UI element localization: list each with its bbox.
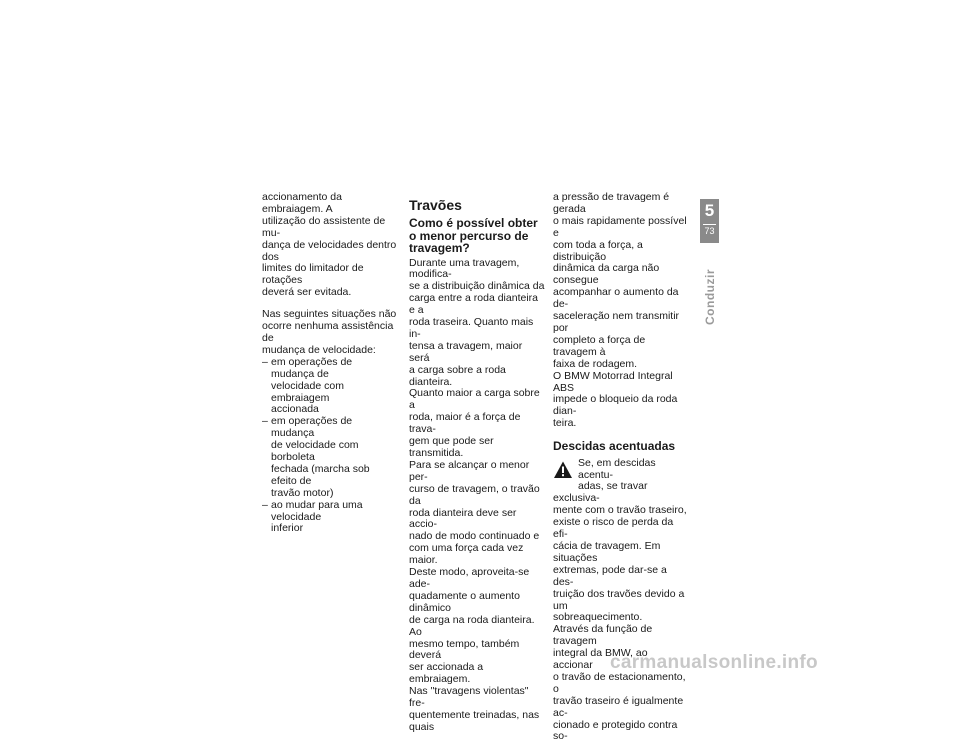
text-line: carga entre a roda dianteira e a — [409, 292, 538, 317]
chapter-label: Conduzir — [703, 269, 717, 325]
text-line: Como é possível obter — [409, 216, 538, 230]
text-line: curso de travagem, o travão da — [409, 482, 540, 507]
text-line: travagem? — [409, 241, 470, 255]
text-line: accionamento da embraiagem. A — [262, 191, 342, 215]
text-line: inferior — [271, 522, 304, 535]
text-line: a pressão de travagem é gerada — [553, 191, 670, 215]
column-1 — [262, 192, 398, 535]
text-line: Deste modo, aproveita-se ade- — [409, 566, 530, 590]
list-item — [262, 500, 398, 536]
text-line: limites do limitador de rotações — [262, 262, 364, 287]
text-line: de carga na roda dianteira. Ao — [409, 613, 535, 638]
page-number: 73 — [704, 226, 715, 236]
text-line: Para se alcançar o menor per- — [409, 458, 530, 483]
section-heading: Travões — [409, 197, 462, 213]
text-line: integral da BMW, ao accionar — [553, 647, 648, 672]
column-2 — [409, 192, 545, 734]
text-line: faixa de rodagem. — [553, 357, 638, 370]
text-line: mesmo tempo, também deverá — [409, 637, 520, 662]
text-line: teira. — [553, 417, 577, 430]
text-line: truição dos travões devido a um — [553, 587, 685, 612]
tab-divider — [703, 224, 716, 225]
text-line: ser accionada a embraiagem. — [409, 661, 484, 686]
text-line: roda, maior é a força de trava- — [409, 411, 521, 436]
text-line: Durante uma travagem, modifica- — [409, 256, 520, 281]
text-line: travão motor) — [271, 486, 334, 499]
text-line: com uma força cada vez maior. — [409, 542, 524, 567]
watermark-text: carmanualsonline.info — [610, 652, 818, 673]
text-line: de velocidade com borboleta — [271, 439, 359, 464]
text-line: Através da função de travagem — [553, 623, 653, 648]
intro-paragraph — [262, 192, 398, 299]
text-line: se a distribuição dinâmica da — [409, 280, 545, 293]
text-line: velocidade com embraiagem — [271, 379, 344, 404]
text-line: cácia de travagem. Em situações — [553, 539, 661, 564]
text-line: deverá ser evitada. — [262, 286, 352, 299]
text-line: sobreaquecimento. — [553, 611, 643, 624]
warning-continued — [553, 505, 689, 624]
text-line: o menor percurso de — [409, 228, 529, 243]
text-line: tensa a travagem, maior será — [409, 339, 523, 364]
text-line: o mais rapidamente possível e — [553, 214, 687, 239]
chapter-tab — [700, 199, 719, 243]
text-line: cionado e protegido contra so- — [553, 718, 678, 743]
text-line: gem que pode ser transmitida. — [409, 435, 494, 459]
list-item — [262, 357, 398, 417]
text-line: completo a força de travagem à — [553, 333, 646, 358]
text-line: roda dianteira deve ser accio- — [409, 506, 517, 531]
text-line: utilização do assistente de mu- — [262, 214, 386, 239]
text-line: Quanto maior a carga sobre a — [409, 387, 540, 412]
text-line: quadamente o aumento dinâmico — [409, 589, 520, 614]
subsection-heading — [409, 217, 545, 255]
text-line: adas, se travar exclusiva- — [553, 480, 648, 505]
text-line: Se, em descidas acentu- — [578, 456, 656, 481]
text-line: – em operações de mudança — [271, 415, 353, 440]
text-line: existe o risco de perda da efi- — [553, 516, 674, 541]
text-line: dança de velocidades dentro dos — [262, 238, 397, 263]
pressure-paragraph — [553, 192, 689, 371]
text-line: – ao mudar para uma velocidade — [271, 498, 363, 523]
text-line: extremas, pode dar-se a des- — [553, 563, 667, 588]
subsection-heading-descents: Descidas acentuadas — [553, 439, 676, 454]
text-line: a carga sobre a roda dianteira. — [409, 363, 506, 388]
text-line: – em operações de mudança de — [271, 355, 353, 380]
warning-text — [553, 458, 689, 506]
braking-paragraph — [409, 258, 545, 734]
text-line: quentemente treinadas, nas quais — [409, 708, 540, 733]
text-line: ocorre nenhuma assistência de — [262, 320, 394, 344]
abs-paragraph — [553, 371, 689, 431]
text-line: fechada (marcha sob efeito de — [271, 462, 370, 487]
text-line: saceleração nem transmitir por — [553, 310, 680, 334]
warning-block — [553, 458, 689, 625]
chapter-number: 5 — [704, 201, 715, 220]
text-line: com toda a força, a distribuição — [553, 238, 643, 263]
situations-list — [262, 357, 398, 536]
integral-brake-paragraph — [553, 624, 689, 743]
text-line: Nas seguintes situações não — [262, 308, 397, 321]
list-item — [262, 416, 398, 499]
text-line: o travão de estacionamento, o — [553, 670, 686, 695]
text-line: impede o bloqueio da roda dian- — [553, 393, 678, 418]
text-line: O BMW Motorrad Integral ABS — [553, 369, 673, 394]
text-line: accionada — [271, 403, 319, 416]
warning-triangle-icon — [553, 460, 573, 480]
text-line: dinâmica da carga não consegue — [553, 262, 660, 287]
situations-paragraph — [262, 309, 398, 357]
text-line: nado de modo continuado e — [409, 530, 540, 543]
text-line: mudança de velocidade: — [262, 343, 376, 356]
text-line: Nas "travagens violentas" fre- — [409, 685, 529, 710]
text-line: roda traseira. Quanto mais in- — [409, 316, 534, 340]
text-line: travão traseiro é igualmente ac- — [553, 694, 684, 719]
text-line: acompanhar o aumento da de- — [553, 286, 679, 311]
text-line: mente com o travão traseiro, — [553, 504, 687, 517]
